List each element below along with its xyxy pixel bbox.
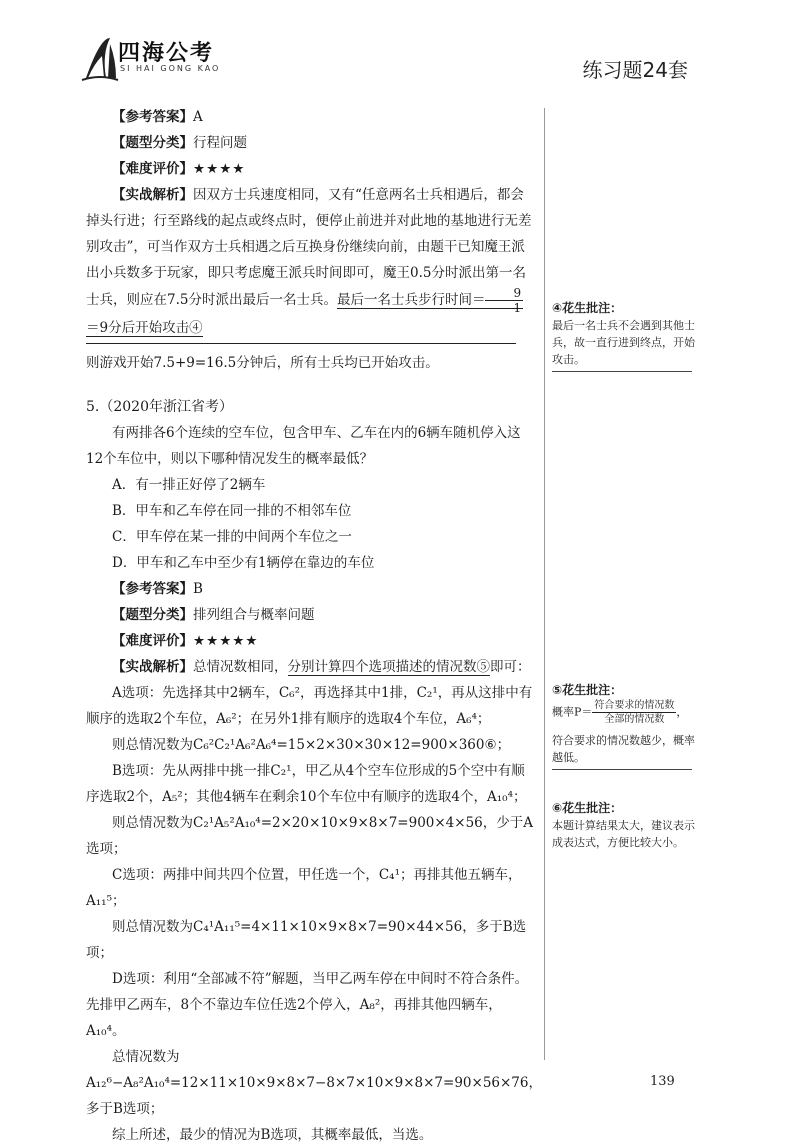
analysis-line-c: C选项：两排中间共四个位置，甲任选一个，C₄¹；再排其他五辆车，A₁₁⁵； [86, 867, 522, 909]
note-text: 最后一名士兵不会遇到其他士兵，故一直行进到终点，开始攻击。 [552, 319, 695, 366]
analysis-end: 则游戏开始7.5+9=16.5分钟后，所有士兵均已开始攻击。 [86, 355, 439, 371]
answer-label: 【参考答案】 [112, 109, 193, 125]
main-content [86, 100, 542, 1148]
page-number: 139 [650, 1074, 675, 1089]
difficulty-stars: ★★★★★ [193, 633, 259, 649]
option-c: C．甲车停在某一排的中间两个车位之一 [112, 529, 352, 545]
type-label: 【题型分类】 [112, 135, 193, 151]
option-a: A．有一排正好停了2辆车 [112, 477, 266, 493]
answer-value: B [193, 581, 203, 597]
analysis-underlined: 最后一名士兵步行时间＝ $\frac{9}{1}$ ＝9分后开始攻击④ [86, 286, 522, 336]
note-title: ④花生批注： [552, 301, 623, 315]
margin-divider [544, 108, 545, 1060]
analysis-line-a-total: 则总情况数为C₆²C₂¹A₆²A₆⁴=15×2×30×30×12=900×360⑥； [112, 737, 511, 753]
question-title: 5.（2020年浙江省考） [86, 399, 233, 415]
analysis-line-d-total: 总情况数为A₁₂⁶−A₈²A₁₀⁴=12×11×10×9×8×7−8×7×10×9×8×7=90×56×76，多于B选项； [86, 1049, 542, 1117]
type-value: 行程问题 [193, 135, 247, 151]
analysis-text: 因双方士兵速度相同，又有“任意两名士兵相遇后，都会掉头行进；行至路线的起点或终点时，便停止前进并对此地的基地进行无差别攻击”，可当作双方士兵相遇之后互换身份继续向前，由题干已知魔王派出小兵数多于玩家，即只考虑魔王派兵时间即可，魔王0.5分时派出第一名士兵，则应在7.5分时派出最后一名士兵。 [86, 187, 532, 308]
note-rule [552, 371, 692, 372]
question-stem: 有两排各6个连续的空车位，包含甲车、乙车在内的6辆车随机停入这12个车位中，则以下哪种情况发生的概率最低？ [86, 425, 521, 467]
series-title: 练习题24套 [582, 58, 688, 82]
analysis-label: 【实战解析】 [112, 187, 193, 203]
note-4 [552, 300, 702, 374]
probability-formula: 概率P＝ $\frac{\text{符合要求的情况数}}{\text{全部的情况数}}$ ， [552, 700, 688, 725]
note-text: 本题计算结果太大，建议表示成表达式，方便比较大小。 [552, 819, 695, 849]
analysis-line-d: D选项：利用“全部减不符”解题，当甲乙两车停在中间时不符合条件。先排甲乙两车，8个不靠边车位任选2个停入，A₈²，再排其他四辆车，A₁₀⁴。 [86, 971, 529, 1039]
analysis-line-b-total: 则总情况数为C₂¹A₅²A₁₀⁴=2×20×10×9×8×7=900×4×56，少于A选项； [86, 815, 534, 857]
type-value: 排列组合与概率问题 [193, 607, 315, 623]
analysis-line-a: A选项：先选择其中2辆车，C₆²，再选择其中1排，C₂¹，再从这排中有顺序的选取2个车位，A₆²；在另外1排有顺序的选取4个车位，A₆⁴； [86, 685, 533, 727]
option-d: D．甲车和乙车中至少有1辆停在靠边的车位 [112, 555, 375, 571]
analysis-intro: 总情况数相同， [193, 659, 288, 675]
difficulty-label: 【难度评价】 [112, 633, 193, 649]
note-6 [552, 800, 702, 851]
difficulty-stars: ★★★★ [193, 161, 246, 177]
analysis-label: 【实战解析】 [112, 659, 193, 675]
note-text: 符合要求的情况数越少，概率越低。 [552, 734, 695, 764]
note-title: ⑤花生批注： [552, 683, 623, 697]
type-label: 【题型分类】 [112, 607, 193, 623]
note-5 [552, 682, 702, 772]
note-title: ⑥花生批注： [552, 801, 623, 815]
page-header [0, 0, 800, 100]
note-rule [552, 769, 692, 770]
answer-label: 【参考答案】 [112, 581, 193, 597]
analysis-line-b: B选项：先从两排中挑一排C₂¹，甲乙从4个空车位形成的5个空中有顺序选取2个，A₅²；其他4辆车在剩余10个车位中有顺序的选取4个，A₁₀⁴； [86, 763, 527, 805]
logo-subtitle: SI HAI GONG KAO [120, 64, 221, 73]
analysis-intro-underlined: 分别计算四个选项描述的情况数⑤ [287, 659, 490, 675]
analysis-intro-end: 即可： [490, 659, 531, 675]
logo-title: 四海公考 [118, 41, 215, 66]
divider-line [86, 343, 516, 344]
answer-value: A [193, 109, 203, 125]
option-b: B．甲车和乙车停在同一排的不相邻车位 [112, 503, 352, 519]
analysis-line-c-total: 则总情况数为C₄¹A₁₁⁵=4×11×10×9×8×7=90×44×56，多于B选项； [86, 919, 527, 961]
difficulty-label: 【难度评价】 [112, 161, 193, 177]
analysis-conclusion: 综上所述，最少的情况为B选项，其概率最低，当选。 [112, 1127, 433, 1143]
